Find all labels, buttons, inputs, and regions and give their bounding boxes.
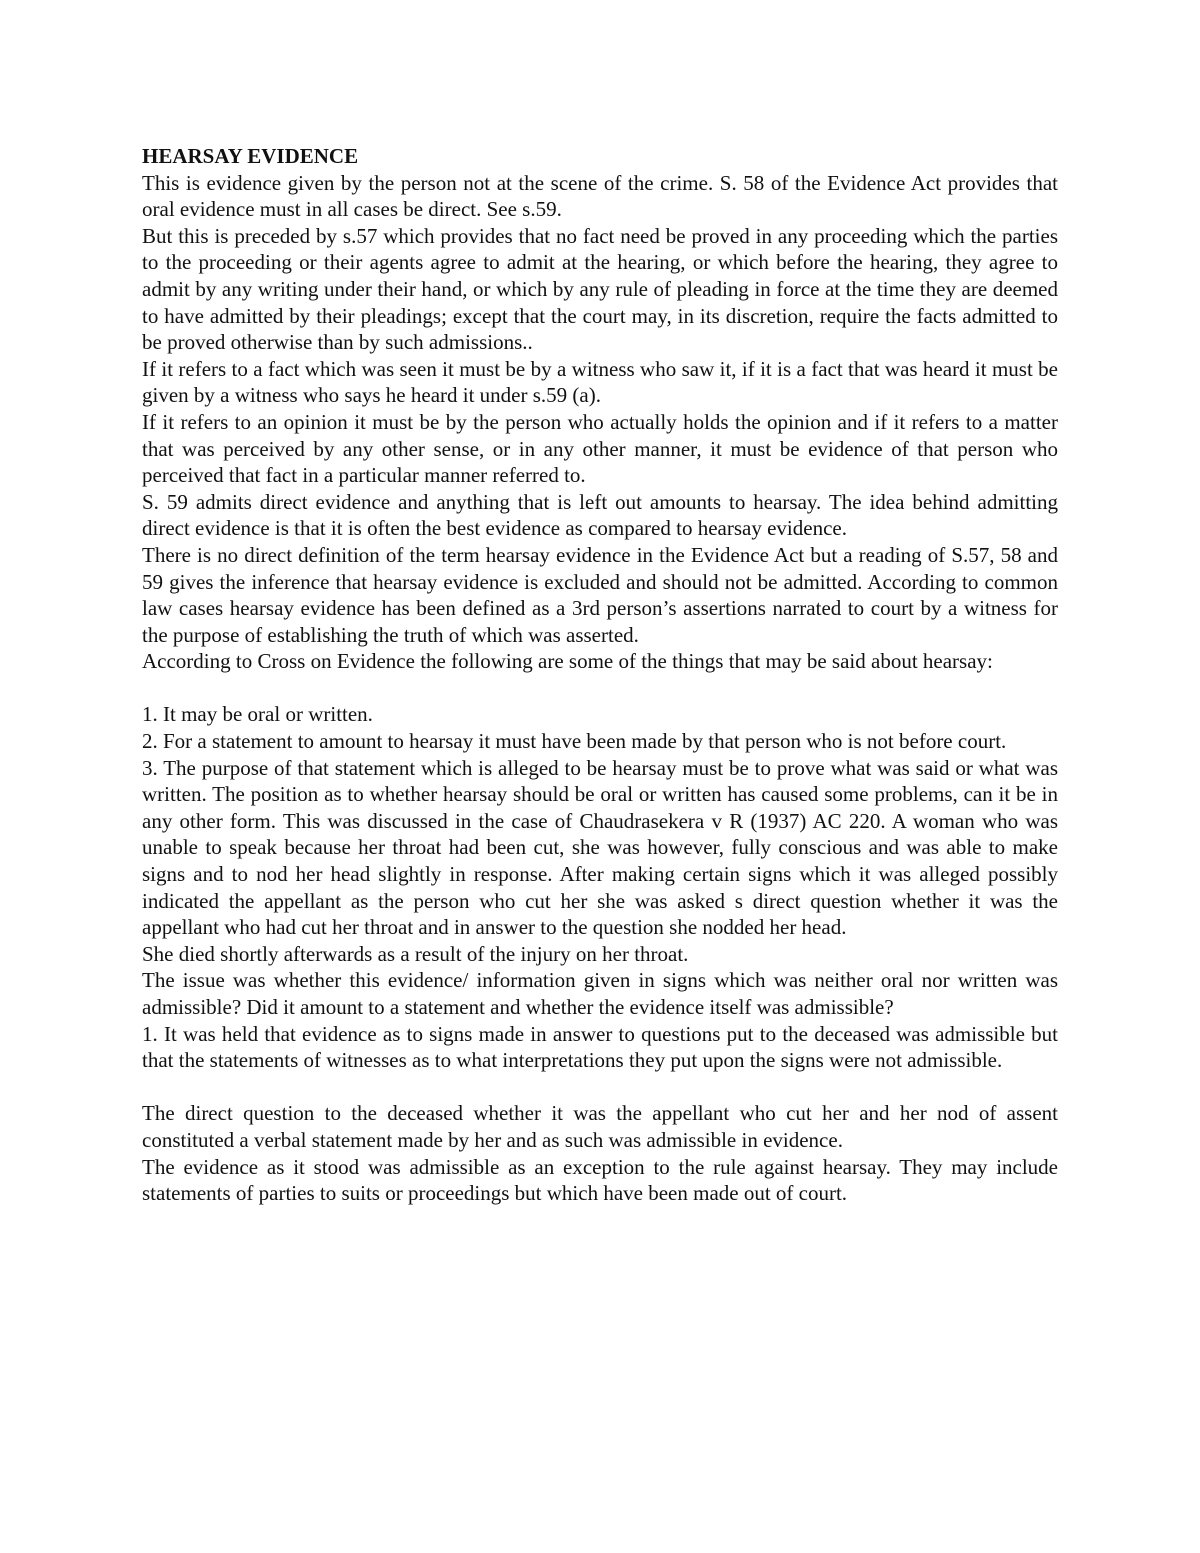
list-item: 1. It was held that evidence as to signs made in answer to questions put to the deceased was admissible but that the statements of witnesses as to what interpretations they put upon the signs were not admissible. [142,1021,1058,1073]
blank-line [142,1074,1058,1101]
list-item: 1. It may be oral or written. [142,702,373,727]
document-page [142,143,1058,1207]
list-item: She died shortly afterwards as a result of the injury on her throat. [142,941,689,966]
list-item: 3. The purpose of that statement which is alleged to be hearsay must be to prove what was said or what was written. The position as to whether hearsay should be oral or written has caused some problems, can it be in any other form. This was discussed in the case of Chaudrasekera v R (1937) AC 220. A woman who was unable to speak because her throat had been cut, she was however, fully conscious and was able to make signs and to nod her head slightly in response. After making certain signs which it was alleged possibly indicated the appellant as the person who cut her she was asked s direct question whether it was the appellant who had cut her throat and in answer to the question she nodded her head. [142,755,1058,940]
paragraph: But this is preceded by s.57 which provides that no fact need be proved in any proceeding which the parties to the proceeding or their agents agree to admit at the hearing, or which before the hearing, they agree to admit by any writing under their hand, or which by any rule of pleading in force at the time they are deemed to have admitted by their pleadings; except that the court may, in its discretion, require the facts admitted to be proved otherwise than by such admissions.. [142,223,1058,355]
paragraph: There is no direct definition of the term hearsay evidence in the Evidence Act but a reading of S.57, 58 and 59 gives the inference that hearsay evidence is excluded and should not be admitted. According to common law cases hearsay evidence has been defined as a 3rd person’s assertions narrated to court by a witness for the purpose of establishing the truth of which was asserted. [142,542,1058,647]
paragraph: If it refers to a fact which was seen it must be by a witness who saw it, if it is a fact that was heard it must be given by a witness who says he heard it under s.59 (a). [142,356,1058,408]
paragraph: S. 59 admits direct evidence and anything that is left out amounts to hearsay. The idea behind admitting direct evidence is that it is often the best evidence as compared to hearsay evidence. [142,489,1058,541]
document-title: HEARSAY EVIDENCE [142,144,359,168]
list-item: The issue was whether this evidence/ information given in signs which was neither oral nor written was admissible? Did it amount to a statement and whether the evidence itself was admissible? [142,968,1058,1019]
closing-paragraph: The direct question to the deceased whether it was the appellant who cut her and her nod of assent constituted a verbal statement made by her and as such was admissible in evidence. [142,1101,1058,1152]
paragraph: If it refers to an opinion it must be by the person who actually holds the opinion and if it refers to a matter that was perceived by any other sense, or in any other manner, it must be evidence of that person who perceived that fact in a particular manner referred to. [142,409,1058,488]
closing-paragraph: The evidence as it stood was admissible as an exception to the rule against hearsay. They may include statements of parties to suits or proceedings but which have been made out of court. [142,1154,1058,1206]
blank-line [142,675,1058,702]
paragraph: This is evidence given by the person not at the scene of the crime. S. 58 of the Evidence Act provides that oral evidence must in all cases be direct. See s.59. [142,170,1058,222]
list-item: 2. For a statement to amount to hearsay it must have been made by that person who is not before court. [142,729,1007,754]
paragraph: According to Cross on Evidence the following are some of the things that may be said about hearsay: [142,649,993,674]
